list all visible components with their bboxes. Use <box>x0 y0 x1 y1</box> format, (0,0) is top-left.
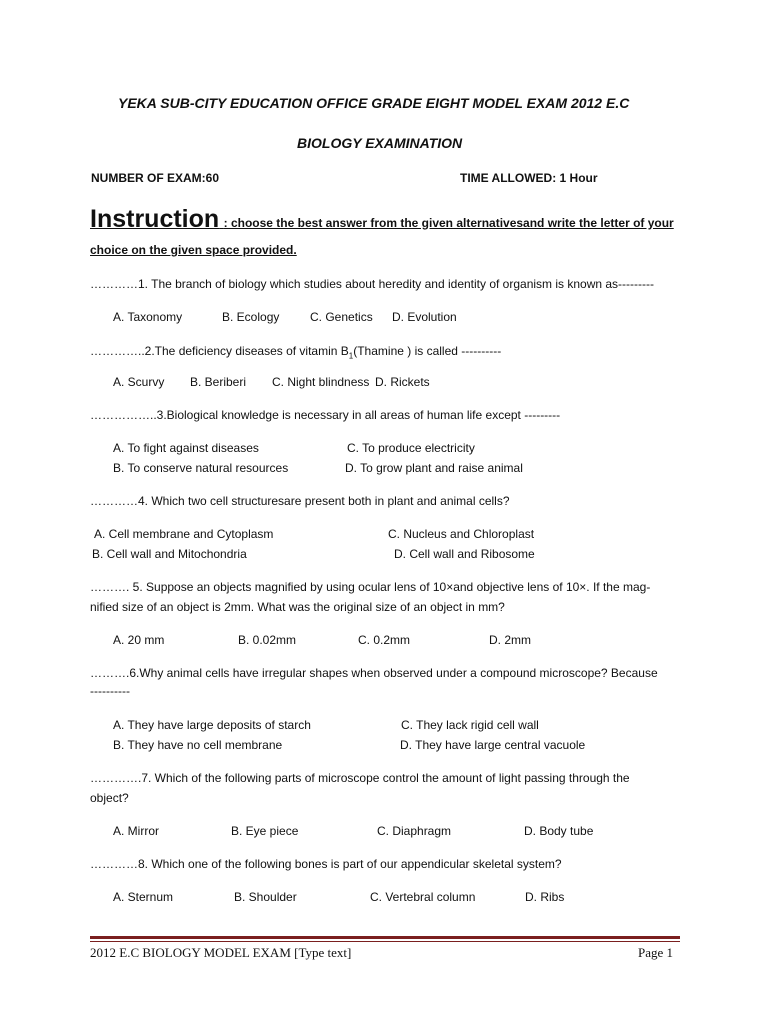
question-5-line-2: nified size of an object is 2mm. What was the original size of an object in mm? <box>90 600 505 614</box>
q6-option-a: A. They have large deposits of starch <box>113 718 311 732</box>
question-1: …………1. The branch of biology which studies about heredity and identity of organism is known as--------- <box>90 277 655 291</box>
q3-option-b: B. To conserve natural resources <box>113 461 289 475</box>
question-6-line-1: ……….6.Why animal cells have irregular shapes when observed under a compound microscope? Because <box>90 666 658 680</box>
question-7-line-2: object? <box>90 791 129 805</box>
q4-option-c: C. Nucleus and Chloroplast <box>388 527 535 541</box>
q4-option-b: B. Cell wall and Mitochondria <box>92 547 247 561</box>
exam-subtitle: BIOLOGY EXAMINATION <box>297 135 463 151</box>
number-of-exam: NUMBER OF EXAM:60 <box>91 171 220 185</box>
question-2-suffix: (Thamine ) is called ---------- <box>353 344 502 358</box>
question-2-subscript: 1 <box>348 351 354 361</box>
instruction-heading: Instruction <box>90 205 220 233</box>
q2-option-b: B. Beriberi <box>190 375 247 389</box>
question-3: ……………..3.Biological knowledge is necessary in all areas of human life except --------- <box>90 408 561 422</box>
q6-option-b: B. They have no cell membrane <box>113 738 283 752</box>
question-5-line-1: ………. 5. Suppose an objects magnified by using ocular lens of 10×and objective lens of 10×. If the mag- <box>90 580 651 594</box>
q7-option-a: A. Mirror <box>113 824 159 838</box>
q8-option-d: D. Ribs <box>525 890 565 904</box>
q5-option-b: B. 0.02mm <box>238 633 297 647</box>
footer-rule-thick <box>90 936 680 939</box>
question-2-prefix: …………..2.The deficiency diseases of vitamin B <box>90 344 349 358</box>
q7-option-b: B. Eye piece <box>231 824 299 838</box>
footer-rule-thin <box>90 941 680 942</box>
q5-option-a: A. 20 mm <box>113 633 165 647</box>
q3-option-c: C. To produce electricity <box>347 441 475 455</box>
q2-option-d: D. Rickets <box>375 375 430 389</box>
q1-option-d: D. Evolution <box>392 310 457 324</box>
q8-option-c: C. Vertebral column <box>370 890 476 904</box>
q4-option-a: A. Cell membrane and Cytoplasm <box>94 527 274 541</box>
instruction-text-2: choice on the given space provided. <box>90 243 297 257</box>
question-8: …………8. Which one of the following bones is part of our appendicular skeletal system? <box>90 857 562 871</box>
instruction-line-1 <box>90 205 674 234</box>
instruction-text-1: : choose the best answer from the given alternativesand write the letter of your <box>223 216 674 230</box>
question-6-line-2: ---------- <box>90 684 130 698</box>
question-7-line-1: ………….7. Which of the following parts of microscope control the amount of light passing through the <box>90 771 630 785</box>
q7-option-d: D. Body tube <box>524 824 594 838</box>
q3-option-d: D. To grow plant and raise animal <box>345 461 523 475</box>
q2-option-a: A. Scurvy <box>113 375 165 389</box>
q5-option-c: C. 0.2mm <box>358 633 411 647</box>
exam-title: YEKA SUB-CITY EDUCATION OFFICE GRADE EIGHT MODEL EXAM 2012 E.C <box>118 95 630 111</box>
footer-page-number: Page 1 <box>638 945 674 960</box>
q8-option-a: A. Sternum <box>113 890 174 904</box>
q2-option-c: C. Night blindness <box>272 375 370 389</box>
time-allowed: TIME ALLOWED: 1 Hour <box>460 171 598 185</box>
q4-option-d: D. Cell wall and Ribosome <box>394 547 535 561</box>
q6-option-d: D. They have large central vacuole <box>400 738 586 752</box>
footer-left: 2012 E.C BIOLOGY MODEL EXAM [Type text] <box>90 945 352 960</box>
q1-option-c: C. Genetics <box>310 310 373 324</box>
q7-option-c: C. Diaphragm <box>377 824 452 838</box>
q1-option-a: A. Taxonomy <box>113 310 183 324</box>
question-4: …………4. Which two cell structuresare present both in plant and animal cells? <box>90 494 510 508</box>
question-2 <box>90 344 501 360</box>
q8-option-b: B. Shoulder <box>234 890 297 904</box>
q6-option-c: C. They lack rigid cell wall <box>401 718 539 732</box>
q3-option-a: A. To fight against diseases <box>113 441 259 455</box>
q1-option-b: B. Ecology <box>222 310 280 324</box>
q5-option-d: D. 2mm <box>489 633 531 647</box>
